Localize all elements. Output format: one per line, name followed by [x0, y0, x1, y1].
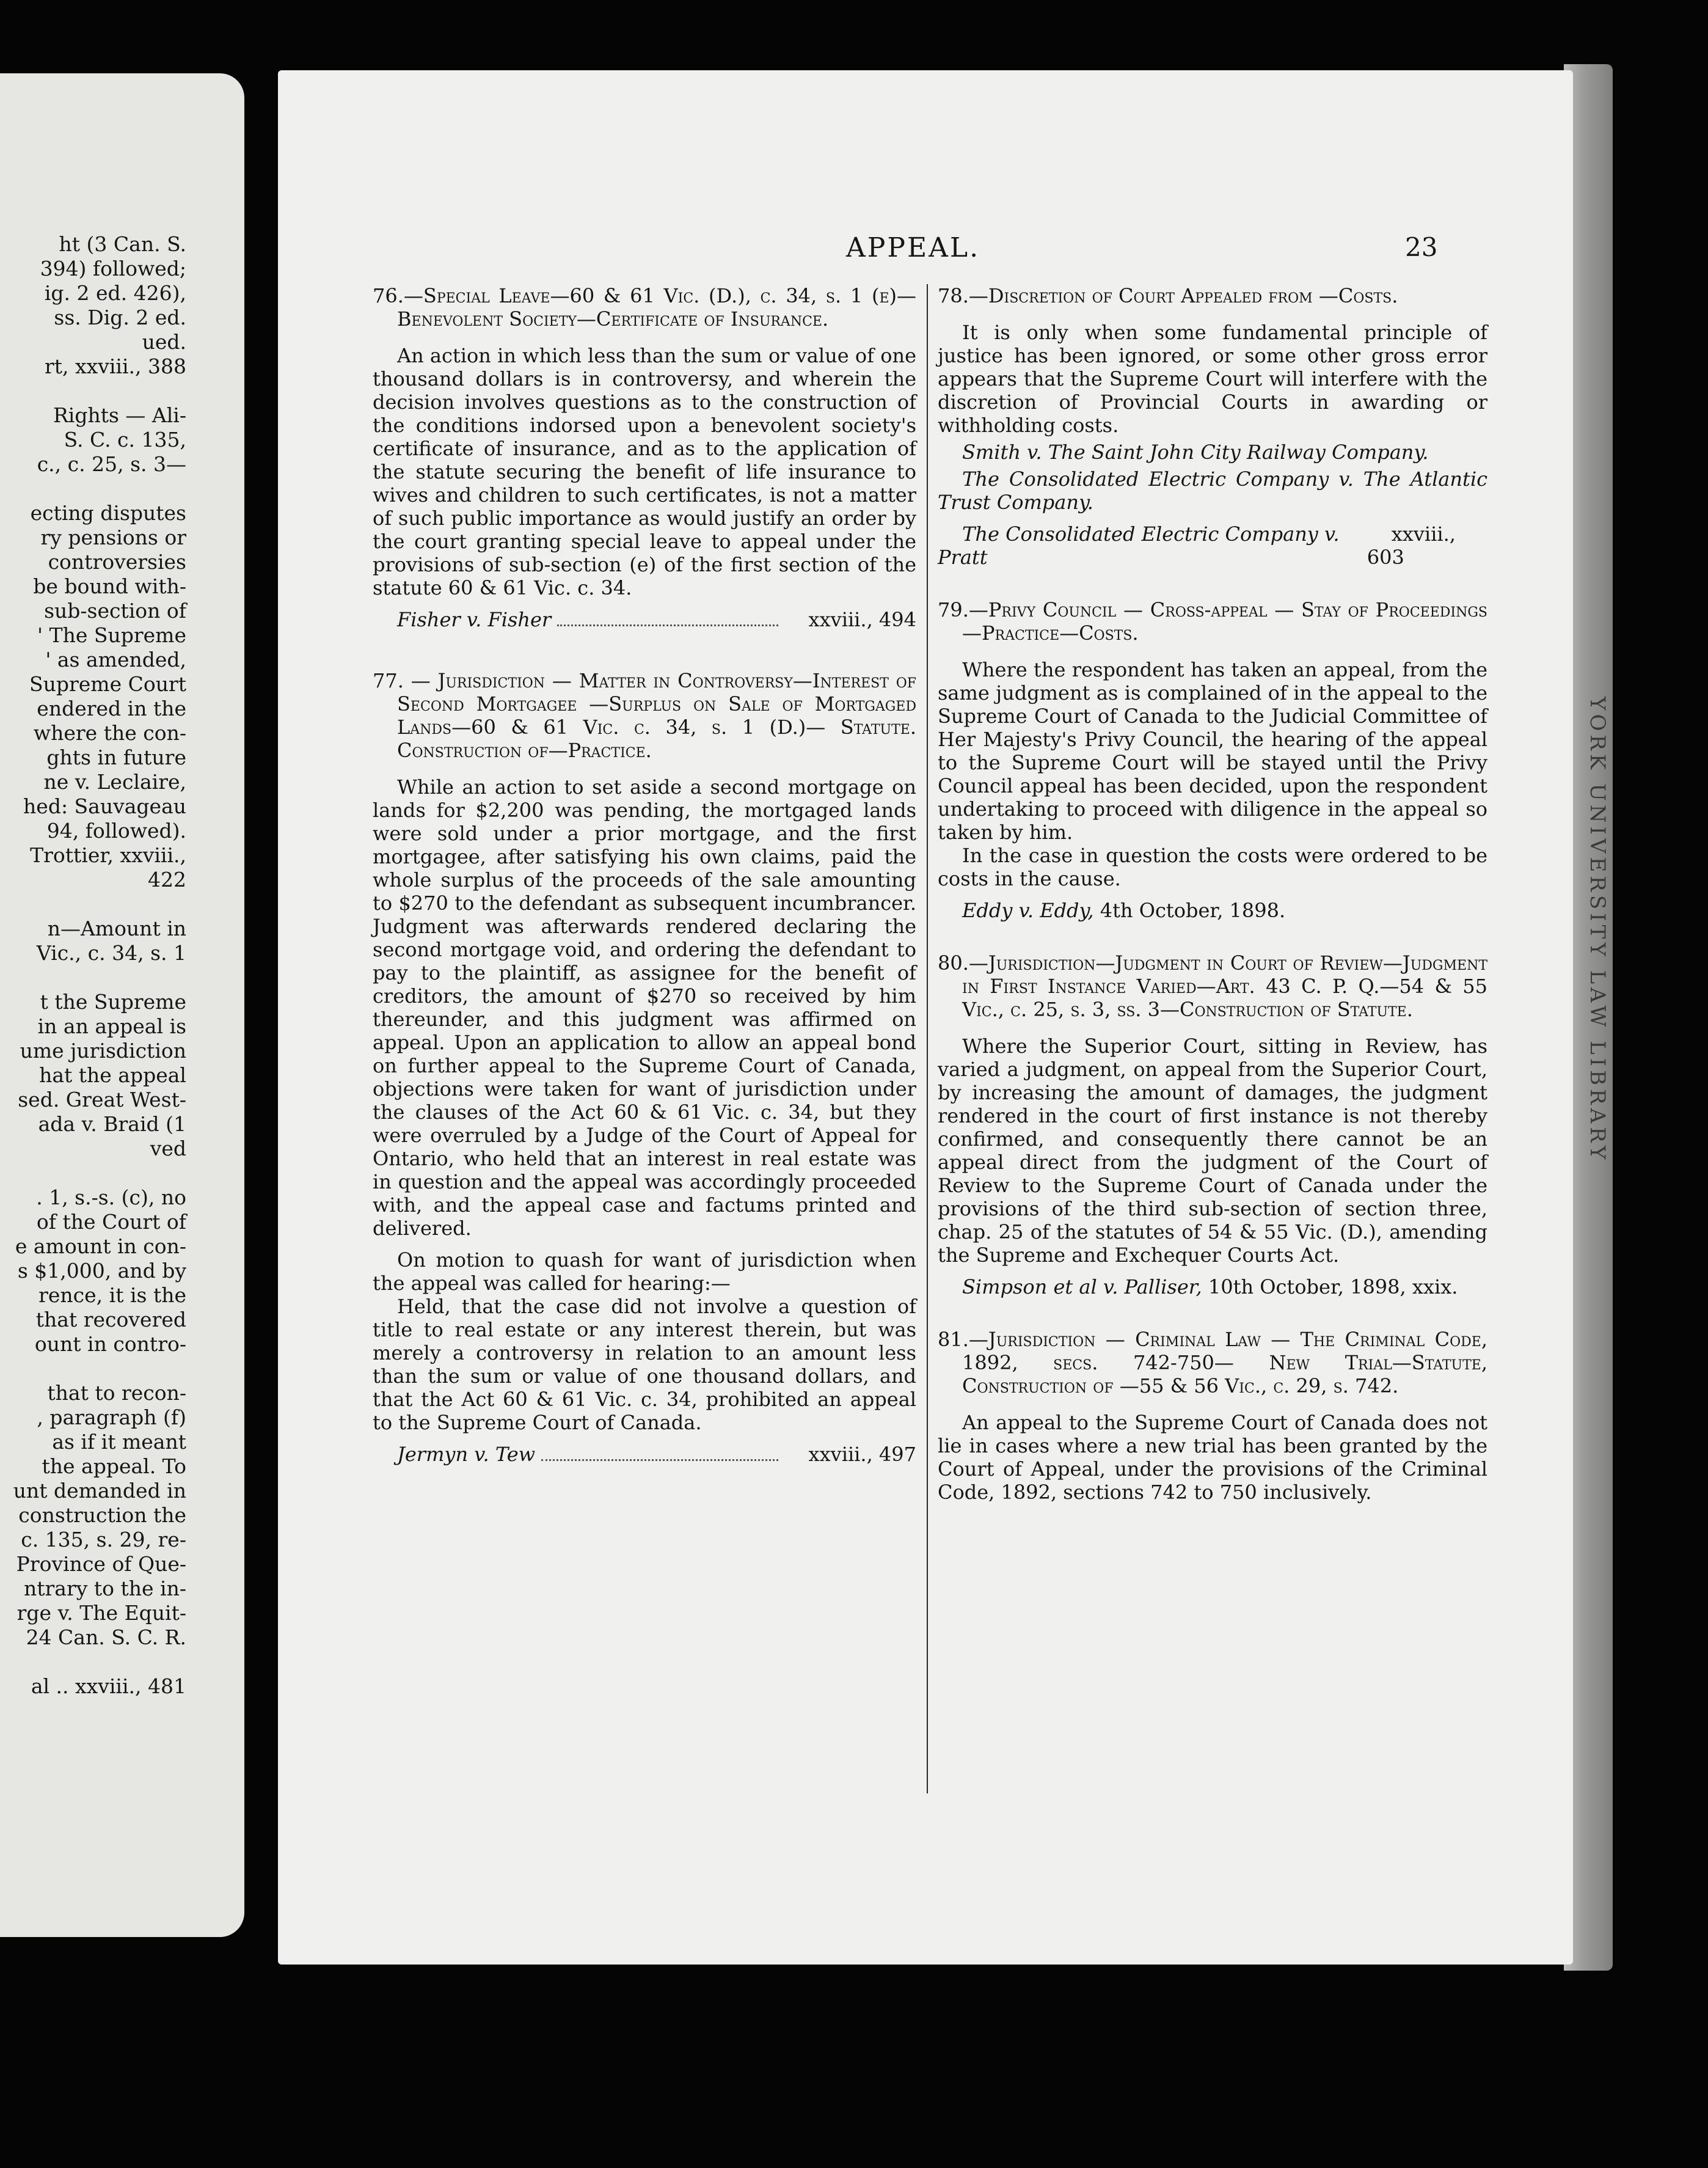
column-rule: [927, 284, 928, 1793]
entry-76: [373, 284, 916, 631]
facing-page-line: rence, it is the: [38, 1283, 186, 1307]
facing-page-line: t the Supreme: [40, 990, 186, 1014]
facing-page-line: ry pensions or: [40, 526, 186, 549]
facing-page-line: n—Amount in: [47, 917, 186, 940]
entry-paragraph: The Consolidated Electric Company v. The Atlantic Trust Company.: [938, 467, 1487, 514]
citation-case: The Consolidated Electric Company v. Pratt: [938, 522, 1340, 569]
facing-page-line: endered in the: [37, 697, 186, 720]
facing-page-line: c. 135, s. 29, re-: [21, 1528, 186, 1551]
entry-citation: [938, 899, 1487, 922]
facing-page-line: ghts in future: [46, 745, 186, 769]
facing-page-line: s $1,000, and by: [17, 1259, 186, 1283]
facing-page-line: ht (3 Can. S.: [59, 232, 186, 256]
facing-page-line: sed. Great West-: [18, 1088, 186, 1111]
page-number: 23: [1405, 232, 1438, 262]
facing-page-line: e amount in con-: [15, 1234, 186, 1258]
facing-page-line: [0, 477, 186, 501]
entry-body: [373, 344, 916, 599]
facing-page-line: hat the appeal: [39, 1063, 186, 1087]
entry-heading: 77. — Jurisdiction — Matter in Controversy—Interest of Second Mortgagee —Surplus on Sale of Mortgaged Lands—60 & 61 Vic. c. 34, s. 1 (D.)— Statute. Construction of—Practice.: [373, 669, 916, 762]
facing-page-line: Province of Que-: [16, 1552, 186, 1576]
facing-page-line: 24 Can. S. C. R.: [26, 1625, 186, 1649]
entry-paragraph: Held, that the case did not involve a question of title to real estate or any interest therein, but was merely a controversy in relation to an amount less than the sum or value of one thousand dollars, and that the Act 60 & 61 Vic. c. 34, prohibited an appeal to the Supreme Court of Canada.: [373, 1295, 916, 1434]
citation-case: Eddy v. Eddy,: [962, 899, 1094, 922]
facing-page-line: ume jurisdiction: [20, 1039, 186, 1063]
entry-paragraph: In the case in question the costs were ordered to be costs in the cause.: [938, 844, 1487, 890]
facing-page-line: rt, xxviii., 388: [45, 354, 186, 378]
citation-ref: xxviii., 497: [808, 1443, 916, 1466]
entry-paragraph: An action in which less than the sum or value of one thousand dollars is in controversy, and wherein the decision involves questions as to the construction of the conditions indorsed upon a benevolent society's certificate of insurance, and as to the application of the statute securing the benefit of life insurance to wives and children to such certificates, is not a matter of such public importance as would justify an order by the court granting special leave to appeal under the provisions of sub-section (e) of the first section of the statute 60 & 61 Vic. c. 34.: [373, 344, 916, 599]
entry-body: [938, 658, 1487, 890]
entry-heading: 78.—Discretion of Court Appealed from —Costs.: [938, 284, 1398, 307]
entry-citation: [938, 1275, 1487, 1298]
facing-page-line: the appeal. To: [42, 1454, 186, 1478]
facing-page-line: of the Court of: [36, 1210, 186, 1234]
facing-page-line: Trottier, xxviii.,: [30, 843, 186, 867]
citation-case: Jermyn v. Tew: [397, 1443, 536, 1466]
facing-page-line: unt demanded in: [13, 1479, 186, 1503]
entry-paragraph: Smith v. The Saint John City Railway Company.: [962, 441, 1429, 464]
facing-page-line: ss. Dig. 2 ed.: [54, 306, 186, 329]
entry-citation: [938, 522, 1487, 569]
entry-heading: 79.—Privy Council — Cross-appeal — Stay of Proceedings—Practice—Costs.: [938, 598, 1487, 645]
facing-page-line: controversies: [48, 550, 186, 574]
document-page: [278, 70, 1573, 1965]
facing-page-line: [0, 1357, 186, 1381]
entry-81: [938, 1328, 1487, 1504]
facing-page-line: [0, 379, 186, 403]
citation-case: Simpson et al v. Palliser,: [962, 1275, 1202, 1298]
facing-page-line: Supreme Court: [29, 672, 186, 696]
facing-page-line: hed: Sauvageau: [23, 794, 186, 818]
facing-page-line: [0, 1650, 186, 1674]
entry-body: [373, 775, 916, 1434]
facing-page-line: [0, 965, 186, 990]
facing-page-line: al .. xxviii., 481: [31, 1674, 186, 1698]
edge-stamp: YORK UNIVERSITY LAW LIBRARY: [1585, 697, 1610, 1163]
citation-ref: 10th October, 1898, xxix.: [1208, 1275, 1458, 1298]
facing-page-line: ada v. Braid (1: [38, 1112, 186, 1136]
entry-paragraph: An appeal to the Supreme Court of Canada does not lie in cases where a new trial has been granted by the Court of Appeal, under the provisions of the Criminal Code, 1892, sections 742 to 750 inclusively.: [938, 1411, 1487, 1504]
facing-page-line: as if it meant: [52, 1430, 186, 1454]
entry-80: [938, 951, 1487, 1298]
entry-heading: 81.—Jurisdiction — Criminal Law — The Criminal Code, 1892, secs. 742-750— New Trial—Statute, Construction of —55 & 56 Vic., c. 29, s. 742.: [938, 1328, 1487, 1397]
entry-paragraph: On motion to quash for want of jurisdiction when the appeal was called for hearing:—: [373, 1248, 916, 1295]
entry-body: [938, 1411, 1487, 1504]
entry-citation: [373, 608, 916, 631]
facing-page-line: [0, 892, 186, 917]
facing-page-line: be bound with-: [33, 574, 186, 598]
facing-page-line: ued.: [142, 330, 186, 354]
facing-page-line: 422: [148, 868, 186, 892]
facing-page-line: ne v. Leclaire,: [43, 770, 186, 794]
entry-paragraph: Where the Superior Court, sitting in Review, has varied a judgment, on appeal from the Superior Court, by increasing the amount of damages, the judgment rendered in the court of first instance is not thereby confirmed, and consequently there cannot be an appeal direct from the judgment of the Court of Review to the Supreme Court of Canada under the provisions of the third sub-section of section three, chap. 25 of the statutes of 54 & 55 Vic. (D.), amending the Supreme and Exchequer Courts Act.: [938, 1035, 1487, 1267]
entry-heading: 76.—Special Leave—60 & 61 Vic. (D.), c. 34, s. 1 (e)—Benevolent Society—Certificate of Insurance.: [373, 284, 916, 331]
facing-page-line: ig. 2 ed. 426),: [44, 281, 186, 305]
entry-citation: [373, 1443, 916, 1466]
facing-page-line: ' The Supreme: [37, 623, 186, 647]
entry-paragraph: It is only when some fundamental principle of justice has been ignored, or some other gross error appears that the Supreme Court will interfere with the discretion of Provincial Courts in awarding or withholding costs.: [938, 321, 1487, 437]
facing-page-line: c., c. 25, s. 3—: [37, 452, 186, 476]
entry-paragraph: Where the respondent has taken an appeal, from the same judgment as is complained of in the appeal to the Supreme Court of Canada to the Judicial Committee of Her Majesty's Privy Council, the hearing of the appeal to the Supreme Court will be stayed until the Privy Council appeal has been decided, upon the respondent undertaking to proceed with diligence in the appeal so taken by him.: [938, 658, 1487, 844]
facing-page-line: ecting disputes: [30, 501, 186, 525]
facing-page-line: . 1, s.-s. (c), no: [36, 1185, 186, 1209]
facing-page-line: Vic., c. 34, s. 1: [36, 941, 186, 965]
facing-page-line: 94, followed).: [46, 819, 186, 843]
entry-paragraph: While an action to set aside a second mortgage on lands for $2,200 was pending, the mortgaged lands were sold under a prior mortgage, and the first mortgagee, after satisfying his own claims, paid the whole surplus of the proceeds of the sale amounting to $270 to the defendant as subsequent incumbrancer. Judgment was afterwards rendered declaring the second mortgage void, and ordering the defendant to pay to the plaintiff, as assignee for the benefit of creditors, the amount of $270 so received by him thereunder, and this judgment was affirmed on appeal. Upon an application to allow an appeal bond on further appeal to the Supreme Court of Canada, objections were taken for want of jurisdiction under the clauses of the Act 60 & 61 Vic. c. 34, but they were overruled by a Judge of the Court of Appeal for Ontario, who held that an interest in real estate was in question and the appeal was accordingly proceeded with, and the appeal case and factums printed and delivered.: [373, 775, 916, 1240]
facing-page-line: where the con-: [33, 721, 186, 745]
citation-ref: 4th October, 1898.: [1100, 899, 1286, 922]
entry-77: [373, 669, 916, 1466]
entry-body: [938, 1035, 1487, 1267]
facing-page: [0, 73, 244, 1937]
leader-dots: [557, 624, 778, 626]
facing-page-line: S. C. c. 135,: [64, 428, 186, 452]
facing-page-line: that to recon-: [47, 1381, 186, 1405]
citation-ref: xxviii., 494: [808, 608, 916, 631]
running-title: APPEAL.: [846, 232, 980, 263]
leader-dots: [541, 1459, 778, 1461]
facing-page-line: sub-section of: [44, 599, 186, 623]
facing-page-line: ntrary to the in-: [24, 1577, 186, 1600]
entry-79: [938, 598, 1487, 922]
entry-heading: 80.—Jurisdiction—Judgment in Court of Review—Judgment in First Instance Varied—Art. 43 C. P. Q.—54 & 55 Vic., c. 25, s. 3, ss. 3—Construction of Statute.: [938, 951, 1487, 1021]
entry-78: [938, 284, 1487, 569]
citation-ref: xxviii., 603: [1367, 522, 1456, 569]
facing-page-line: ount in contro-: [34, 1332, 186, 1356]
citation-case: Fisher v. Fisher: [397, 608, 552, 631]
facing-page-line: ved: [150, 1137, 186, 1160]
entry-body: [938, 321, 1487, 514]
facing-page-line: [0, 1161, 186, 1185]
facing-page-text: [0, 232, 186, 1699]
facing-page-line: Rights — Ali-: [53, 403, 186, 427]
facing-page-line: in an appeal is: [37, 1014, 186, 1038]
facing-page-line: construction the: [18, 1503, 186, 1527]
facing-page-line: ' as amended,: [45, 648, 186, 672]
facing-page-line: , paragraph (f): [37, 1405, 186, 1429]
facing-page-line: that recovered: [35, 1308, 186, 1331]
facing-page-line: rge v. The Equit-: [16, 1601, 186, 1625]
facing-page-line: 394) followed;: [40, 257, 186, 280]
left-column: [373, 284, 916, 1504]
right-column: [938, 284, 1487, 1542]
